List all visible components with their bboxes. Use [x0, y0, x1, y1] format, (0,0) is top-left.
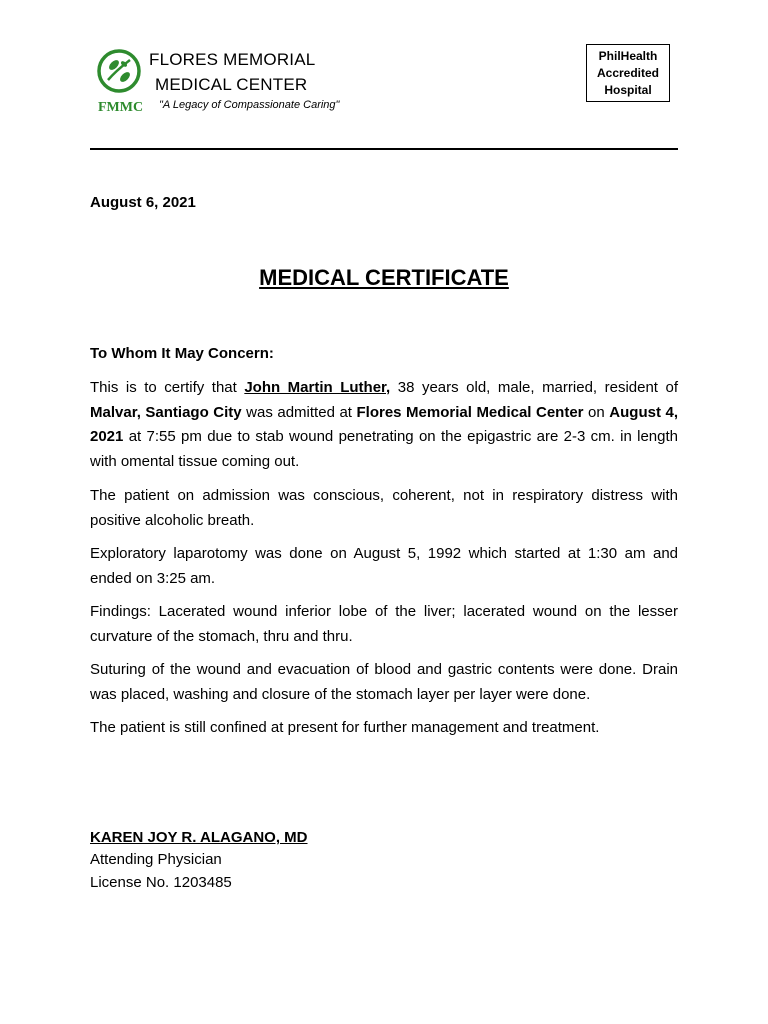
- physician-license: License No. 1203485: [90, 874, 232, 891]
- physician-name: KAREN JOY R. ALAGANO, MD: [90, 829, 308, 846]
- document-title: MEDICAL CERTIFICATE: [259, 265, 509, 290]
- org-name-line2: MEDICAL CENTER: [155, 75, 308, 94]
- philhealth-badge: [586, 44, 670, 102]
- admission-date: August 4, 2021: [90, 403, 678, 445]
- p1-text-5: at 7:55 pm due to stab wound penetrating on the epigastric are 2-3 cm. in length with omental tissue coming out.: [90, 428, 678, 470]
- paragraph-procedure: Exploratory laparotomy was done on August 5, 1992 which started at 1:30 am and ended on 3:25 am.: [90, 545, 678, 587]
- salutation: To Whom It May Concern:: [90, 345, 274, 362]
- tagline: "A Legacy of Compassionate Caring": [159, 99, 340, 111]
- p1-text-3: was admitted at: [241, 403, 357, 421]
- fmmc-emblem-icon: [96, 48, 146, 116]
- logo-text: FMMC: [98, 100, 144, 115]
- facility-name: Flores Memorial Medical Center: [356, 403, 584, 421]
- p1-text-1: This is to certify that: [90, 379, 245, 396]
- badge-line2: Accredited: [596, 65, 660, 80]
- paragraph-current-status: The patient is still confined at present for further management and treatment.: [90, 719, 600, 736]
- physician-role: Attending Physician: [90, 851, 222, 868]
- paragraph-findings: Findings: Lacerated wound inferior lobe of the liver; lacerated wound on the lesser curvature of the stomach, thru and thru.: [90, 603, 678, 645]
- hospital-logo: [96, 48, 146, 116]
- header-divider: [90, 148, 678, 150]
- paragraph-treatment: Suturing of the wound and evacuation of blood and gastric contents were done. Drain was placed, washing and closure of the stomach layer per layer were done.: [90, 661, 678, 703]
- patient-residence: Malvar, Santiago City: [90, 403, 242, 421]
- badge-line3: Hospital: [604, 82, 652, 97]
- paragraph-certification: [90, 376, 678, 474]
- p1-text-2: 38 years old, male, married, resident of: [390, 379, 678, 396]
- paragraph-admission-status: The patient on admission was conscious, coherent, not in respiratory distress with positive alcoholic breath.: [90, 487, 678, 529]
- org-name-line1: FLORES MEMORIAL: [149, 50, 316, 69]
- badge-line1: PhilHealth: [598, 48, 658, 63]
- document-date: August 6, 2021: [90, 194, 196, 211]
- p1-text-4: on: [583, 403, 610, 421]
- patient-name: John Martin Luther,: [244, 379, 391, 396]
